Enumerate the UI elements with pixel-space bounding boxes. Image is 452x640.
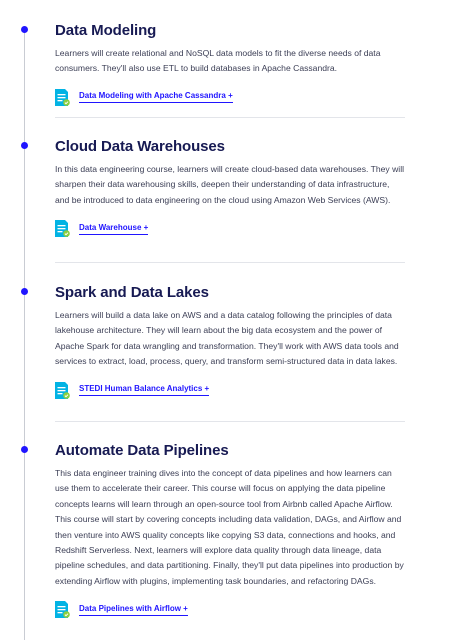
section-description: Learners will build a data lake on AWS and a data catalog following the principles of data lakehouse architecture. They will learn about the big data ecosystem and the power of Apache Spark for data wrangling and transformation. They'll work with AWS data tools and services to extract, load, process, query, and transform semi-structured data in data lakes. bbox=[55, 310, 399, 367]
project-link[interactable]: Data Pipelines with Airflow + bbox=[79, 604, 188, 616]
project-link[interactable]: Data Modeling with Apache Cassandra + bbox=[79, 91, 233, 103]
project-row bbox=[55, 220, 405, 237]
project-row bbox=[55, 601, 405, 618]
project-link[interactable]: Data Warehouse + bbox=[79, 223, 148, 235]
course-section-data-modeling bbox=[55, 21, 405, 106]
project-row bbox=[55, 382, 405, 399]
section-title: Cloud Data Warehouses bbox=[55, 138, 225, 155]
section-description: This data engineer training dives into the concept of data pipelines and how learners can use them to accelerate their career. This course will focus on applying the data pipeline concepts learns will learn through an open-source tool from Airbnb called Apache Airflow. This course will start by covering concepts including data validation, DAGs, and Airflow and then venture into AWS quality concepts like copying S3 data, connections and hooks, and Redshift Serverless. Next, learners will explore data quality through data lineage, data pipeline schedules, and data partitioning. Finally, they'll put data pipelines into production by extending Airflow with plugins, implementing task boundaries, and refactoring DAGs. bbox=[55, 468, 404, 586]
section-divider bbox=[55, 262, 405, 263]
project-row bbox=[55, 89, 405, 106]
project-link[interactable]: STEDI Human Balance Analytics + bbox=[79, 384, 209, 396]
timeline-dot bbox=[21, 446, 28, 453]
timeline-line bbox=[24, 28, 25, 640]
timeline-dot bbox=[21, 26, 28, 33]
section-divider bbox=[55, 421, 405, 422]
document-check-icon bbox=[55, 382, 70, 399]
course-section-cloud-data-warehouses bbox=[55, 137, 405, 237]
section-title: Spark and Data Lakes bbox=[55, 284, 209, 301]
section-title: Automate Data Pipelines bbox=[55, 442, 229, 459]
course-section-automate-data-pipelines bbox=[55, 441, 405, 618]
document-check-icon bbox=[55, 601, 70, 618]
timeline-dot bbox=[21, 142, 28, 149]
section-description: Learners will create relational and NoSQL data models to fit the diverse needs of data consumers. They'll also use ETL to build databases in Apache Cassandra. bbox=[55, 48, 381, 74]
document-check-icon bbox=[55, 220, 70, 237]
section-divider bbox=[55, 117, 405, 118]
section-description: In this data engineering course, learners will create cloud-based data warehouses. They will sharpen their data warehousing skills, deepen their understanding of data infrastructure, and be introduced to data engineering on the cloud using Amazon Web Services (AWS). bbox=[55, 164, 405, 205]
timeline-dot bbox=[21, 288, 28, 295]
course-section-spark-and-data-lakes bbox=[55, 283, 405, 399]
section-title: Data Modeling bbox=[55, 22, 157, 39]
document-check-icon bbox=[55, 89, 70, 106]
